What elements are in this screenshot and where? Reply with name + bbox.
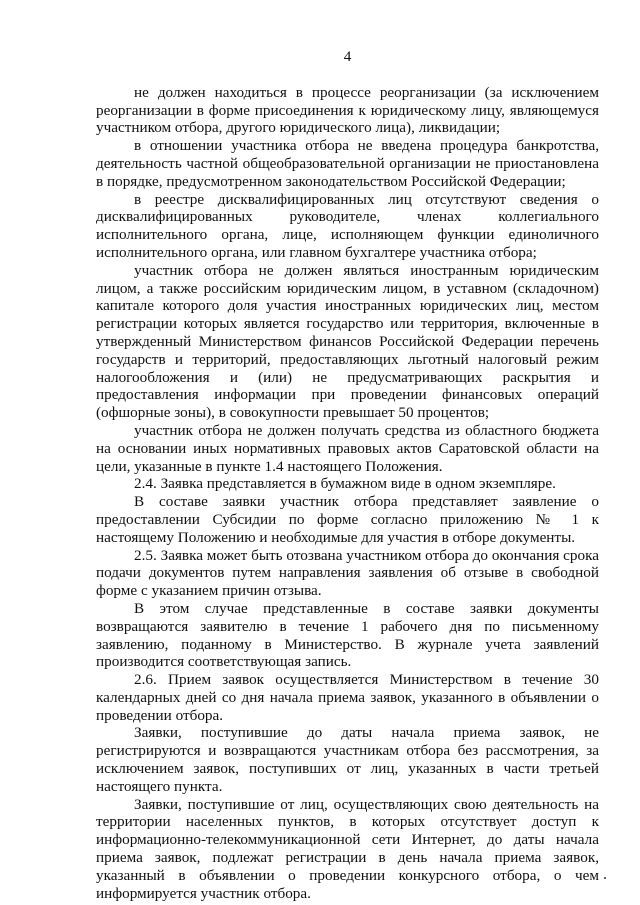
page-number: 4 bbox=[343, 48, 352, 65]
paragraph-regional-budget: участник отбора не должен получать средства из областного бюджета на основании иных нормативных правовых актов Саратовской области на цели, указанные в пункте 1.4 настоящего Положения. bbox=[96, 421, 599, 475]
paragraph-early-applications: Заявки, поступившие до даты начала приема заявок, не регистрируются и возвращаются участникам отбора без рассмотрения, за исключением заявок, поступивших от лиц, указанных в части третьей настоящего пункта. bbox=[96, 724, 599, 795]
paragraph-reorganization: не должен находиться в процессе реорганизации (за исключением реорганизации в форме присоединения к юридическому лицу, являющемуся участником отбора, другого юридического лица), ликвидации; bbox=[96, 83, 599, 137]
paragraph-disqualified-registry: в реестре дисквалифицированных лиц отсутствуют сведения о дисквалифицированных руководителе, членах коллегиального исполнительного органа, лице, исполняющем функции единоличного исполнительного органа, или главном бухгалтере участника отбора; bbox=[96, 190, 599, 261]
paragraph-2-4-application-form: 2.4. Заявка представляется в бумажном виде в одном экземпляре. bbox=[134, 475, 556, 493]
paragraph-no-internet-registration: Заявки, поступившие от лиц, осуществляющих свою деятельность на территории населенных пунктов, в которых отсутствует доступ к информационно-телекоммуникационной сети Интернет, до даты начала приема заявок, подлежат регистрации в день начала приема заявок, указанный в объявлении о проведении конкурсного отбора, о чем информируется участник отбора. bbox=[96, 795, 599, 902]
document-page bbox=[96, 48, 599, 902]
scan-speck bbox=[604, 877, 606, 879]
paragraph-2-5-withdrawal: 2.5. Заявка может быть отозвана участником отбора до окончания срока подачи документов путем направления заявления об отзыве в свободной форме с указанием причин отзыва. bbox=[96, 546, 599, 600]
paragraph-application-contents: В составе заявки участник отбора представляет заявление о предоставлении Субсидии по форме согласно приложению № 1 к настоящему Положению и необходимые для участия в отборе документы. bbox=[96, 493, 599, 546]
paragraph-2-6-acceptance-period: 2.6. Прием заявок осуществляется Министерством в течение 30 календарных дней со дня начала приема заявок, указанного в объявлении о проведении отбора. bbox=[96, 671, 599, 724]
paragraph-bankruptcy: в отношении участника отбора не введена процедура банкротства, деятельность частной общеобразовательной организации не приостановлена в порядке, предусмотренном законодательством Российской Федерации; bbox=[96, 137, 599, 190]
paragraph-documents-return: В этом случае представленные в составе заявки документы возвращаются заявителю в течение 1 рабочего дня по письменному заявлению, поданному в Министерство. В журнале учета заявлений производится соответствующая запись. bbox=[96, 599, 599, 671]
paragraph-foreign-entity: участник отбора не должен являться иностранным юридическим лицом, а также российским юридическим лицом, в уставном (складочном) капитале которого доля участия иностранных юридических лиц, местом регистрации которых является государство или территория, включенные в утвержденный Министерством финансов Российской Федерации перечень государств и территорий, предоставляющих льготный налоговый режим налогообложения и (или) не предусматривающих раскрытия и предоставления информации при проведении финансовых операций (офшорные зоны), в совокупности превышает 50 процентов; bbox=[96, 261, 599, 422]
